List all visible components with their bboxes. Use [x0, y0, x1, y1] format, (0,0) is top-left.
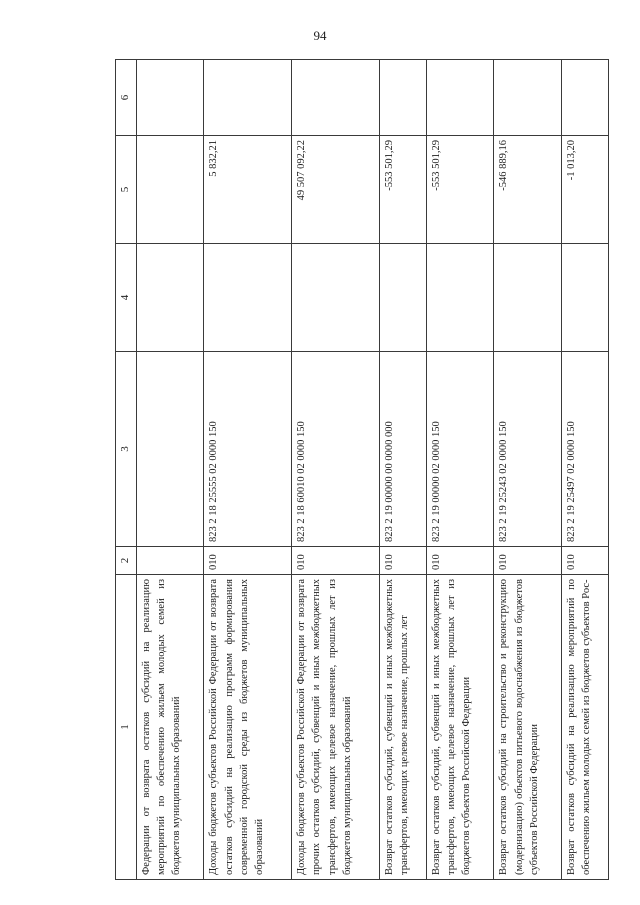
table-row: [379, 60, 426, 880]
row-description: Доходы бюджетов субъектов Российской Федерации от возврата остатков субсидий на реализацию программ формирования современной городской среды из бюджетов муниципальных образований: [204, 575, 292, 880]
table-row: [561, 60, 608, 880]
row-col4: [292, 244, 380, 352]
row-kbk-code: [136, 352, 203, 547]
column-header: 3: [116, 352, 137, 547]
table-row: [204, 60, 292, 880]
row-amount: -546 889,16: [494, 136, 561, 244]
column-header: 6: [116, 60, 137, 136]
row-description: Возврат остатков субсидий, субвенций и иных межбюджетных трансфертов, имеющих целевое назначение, прошлых лет из бюджетов субъектов Российской Федерации: [426, 575, 493, 880]
table-row: [136, 60, 203, 880]
row-description: Доходы бюджетов субъектов Российской Федерации от возврата прочих остатков субсидий, субвенций и иных межбюджетных трансфертов, имеющих целевое назначение, прошлых лет из бюджетов муниципальных образований: [292, 575, 380, 880]
row-code: 010: [426, 547, 493, 575]
row-kbk-code: 823 2 18 60010 02 0000 150: [292, 352, 380, 547]
row-col4: [561, 244, 608, 352]
row-col4: [379, 244, 426, 352]
row-code: 010: [204, 547, 292, 575]
row-code: 010: [379, 547, 426, 575]
page-number: 94: [313, 28, 327, 43]
row-kbk-code: 823 2 19 00000 00 0000 000: [379, 352, 426, 547]
row-description: Возврат остатков субсидий на реализацию мероприятий по обеспечению жильем молодых семей из бюджетов субъектов Рос-: [561, 575, 608, 880]
row-col4: [494, 244, 561, 352]
row-col6: [136, 60, 203, 136]
row-amount: [136, 136, 203, 244]
row-amount: 49 507 092,22: [292, 136, 380, 244]
row-amount: -1 013,20: [561, 136, 608, 244]
row-code: 010: [292, 547, 380, 575]
row-description: Федерации от возврата остатков субсидий на реализацию мероприятий по обеспечению жильем молодых семей из бюджетов муниципальных образований: [136, 575, 203, 880]
table-row: [292, 60, 380, 880]
budget-revenue-table: [115, 59, 609, 880]
row-code: 010: [494, 547, 561, 575]
row-code: 010: [561, 547, 608, 575]
row-kbk-code: 823 2 19 00000 02 0000 150: [426, 352, 493, 547]
column-header: 4: [116, 244, 137, 352]
table-row: [494, 60, 561, 880]
rotated-table-container: [115, 60, 609, 880]
column-header: 5: [116, 136, 137, 244]
row-amount: -553 501,29: [426, 136, 493, 244]
row-description: Возврат остатков субсидий, субвенций и иных межбюджетных трансфертов, имеющих целевое назначение, прошлых лет: [379, 575, 426, 880]
row-col6: [561, 60, 608, 136]
row-amount: 5 832,21: [204, 136, 292, 244]
row-description: Возврат остатков субсидий на строительство и реконструкцию (модернизацию) объектов питьевого водоснабжения из бюджетов субъектов Российской Федерации: [494, 575, 561, 880]
row-col4: [136, 244, 203, 352]
row-amount: -553 501,29: [379, 136, 426, 244]
row-col6: [292, 60, 380, 136]
row-col6: [204, 60, 292, 136]
row-col4: [426, 244, 493, 352]
row-col6: [379, 60, 426, 136]
row-kbk-code: 823 2 19 25243 02 0000 150: [494, 352, 561, 547]
table-header-row: [116, 60, 137, 880]
row-col6: [494, 60, 561, 136]
row-kbk-code: 823 2 18 25555 02 0000 150: [204, 352, 292, 547]
row-col4: [204, 244, 292, 352]
table-row: [426, 60, 493, 880]
row-col6: [426, 60, 493, 136]
column-header: 2: [116, 547, 137, 575]
row-kbk-code: 823 2 19 25497 02 0000 150: [561, 352, 608, 547]
column-header: 1: [116, 575, 137, 880]
row-code: [136, 547, 203, 575]
